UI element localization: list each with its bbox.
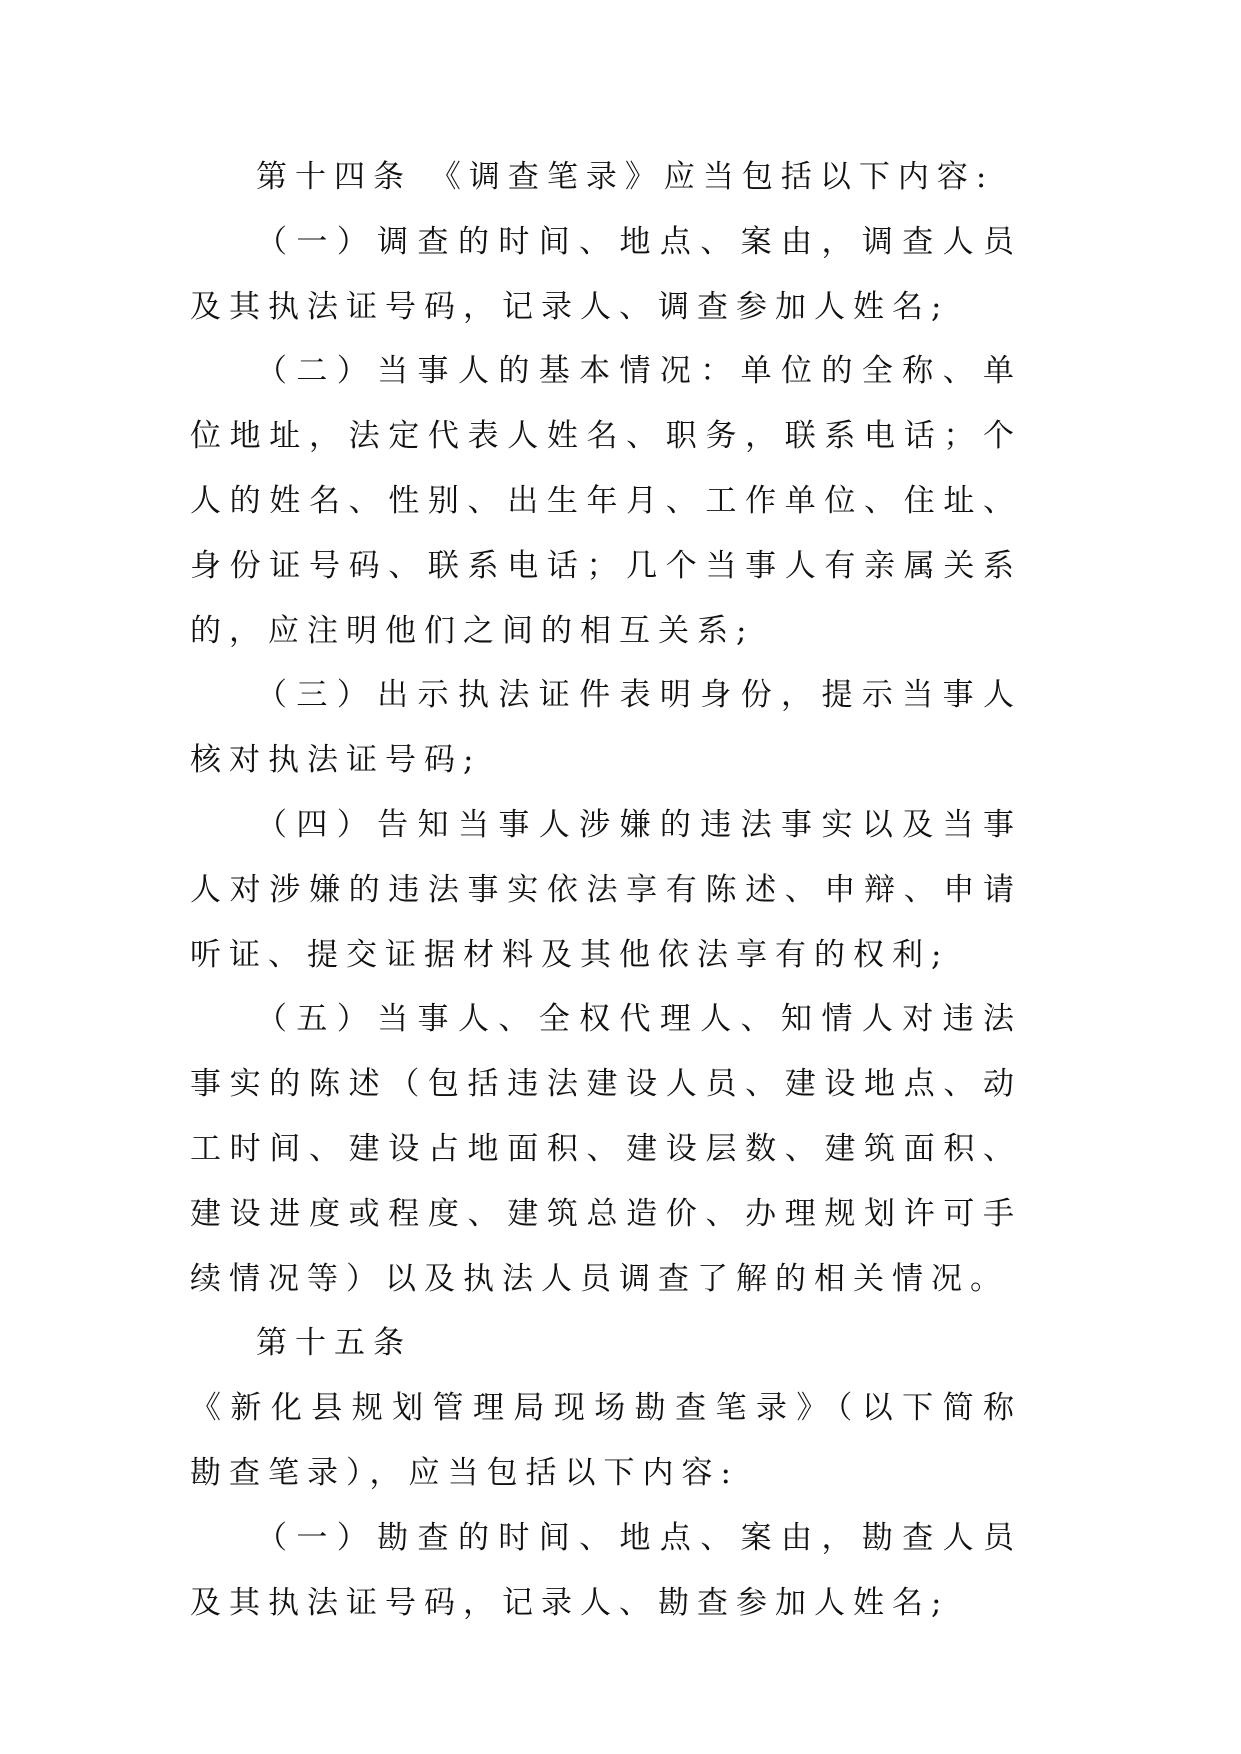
article-14-item-2: （二）当事人的基本情况：单位的全称、单位地址，法定代表人姓名、职务，联系电话；个人的姓名、性别、出生年月、工作单位、住址、身份证号码、联系电话；几个当事人有亲属关系的，应注明他们之间的相互关系; xyxy=(190,353,1022,649)
article-15-heading: 第十五条 xyxy=(256,1325,412,1362)
article-14-item-3: （三）出示执法证件表明身份，提示当事人核对执法证号码; xyxy=(190,677,1022,779)
article-14-item-4: （四）告知当事人涉嫌的违法事实以及当事人对涉嫌的违法事实依法享有陈述、申辩、申请听证、提交证据材料及其他依法享有的权利; xyxy=(190,806,1022,973)
article-15-item-1: （一）勘查的时间、地点、案由，勘查人员及其执法证号码，记录人、勘查参加人姓名; xyxy=(190,1519,1022,1621)
article-14-heading: 第十四条 《调查笔录》应当包括以下内容: xyxy=(256,159,995,195)
article-14-item-5: （五）当事人、全权代理人、知情人对违法事实的陈述（包括违法建设人员、建设地点、动工时间、建设占地面积、建设层数、建筑面积、建设进度或程度、建筑总造价、办理规划许可手续情况等）以及执法人员调查了解的相关情况。 xyxy=(190,1001,1022,1297)
article-15-intro: 《新化县规划管理局现场勘查笔录》（以下简称勘查笔录），应当包括以下内容: xyxy=(190,1390,1022,1491)
article-14-item-1: （一）调查的时间、地点、案由，调查人员及其执法证号码，记录人、调查参加人姓名; xyxy=(190,223,1022,325)
document-body xyxy=(190,145,1022,1635)
